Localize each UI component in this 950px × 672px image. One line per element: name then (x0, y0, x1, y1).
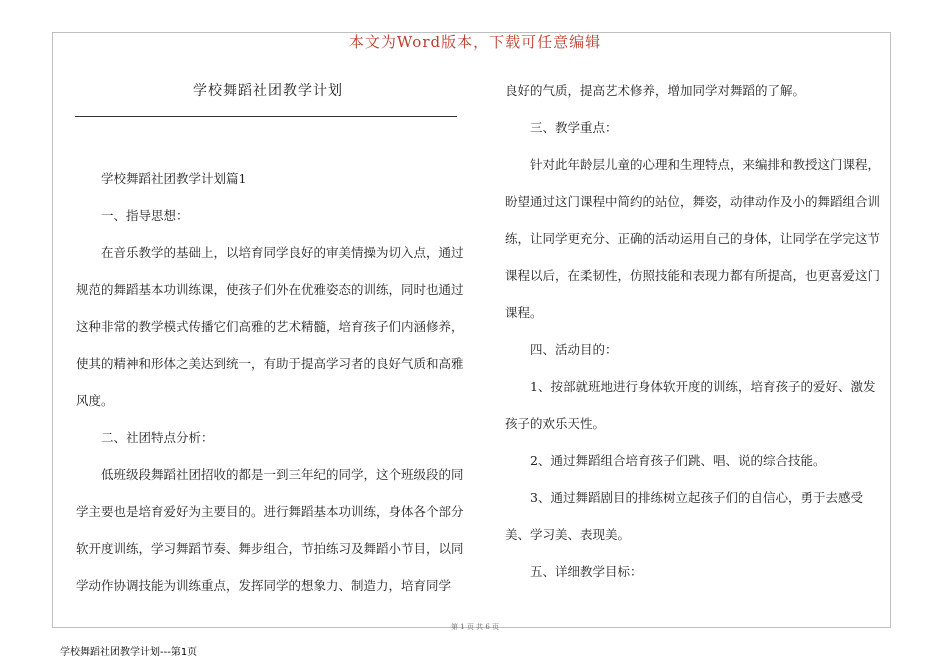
left-column (76, 160, 474, 604)
list-item: 2、通过舞蹈组合培育孩子们跳、唱、说的综合技能。 (530, 453, 826, 468)
heading-club-analysis: 二、社团特点分析： (101, 430, 214, 445)
heading-guiding-thought: 一、指导思想： (101, 208, 189, 223)
paragraph: 低班级段舞蹈社团招收的都是一到三年纪的同学，这个班级段的同学主要也是培育爱好为主要目的。进行舞蹈基本功训练，身体各个部分软开度训练，学习舞蹈节奏、舞步组合，节拍练习及舞蹈小节目，以同学动作协调技能为训练重点，发挥同学的想象力、制造力，培育同学 (76, 467, 464, 593)
heading-activity-goals: 四、活动目的： (530, 342, 618, 357)
document-title: 学校舞蹈社团教学计划 (193, 83, 343, 99)
section-heading: 学校舞蹈社团教学计划篇1 (101, 171, 247, 186)
list-item: 3、通过舞蹈剧目的排练树立起孩子们的自信心，勇于去感受美、学习美、表现美。 (505, 490, 863, 542)
heading-teaching-focus: 三、教学重点： (530, 120, 618, 135)
page-footer: 学校舞蹈社团教学计划---第1页 (60, 647, 198, 658)
paragraph: 在音乐教学的基础上，以培育同学良好的审美情操为切入点，通过规范的舞蹈基本功训练课，使孩子们外在优雅姿态的训练，同时也通过这种非常的教学模式传播它们高雅的艺术精髓，培育孩子们内涵修养，使其的精神和形体之美达到统一，有助于提高学习者的良好气质和高雅风度。 (76, 245, 464, 408)
right-column (505, 72, 887, 590)
paragraph-continued: 良好的气质，提高艺术修养，增加同学对舞蹈的了解。 (505, 83, 806, 98)
page-indicator: 第 1 页 共 6 页 (450, 623, 500, 631)
heading-detailed-goals: 五、详细教学目标： (530, 564, 643, 579)
paragraph: 针对此年龄层儿童的心理和生理特点，来编排和教授这门课程，盼望通过这门课程中简约的站位，舞姿，动律动作及小的舞蹈组合训练，让同学更充分、正确的活动运用自己的身体，让同学在学完这节课程以后，在柔韧性，仿照技能和表现力都有所提高，也更喜爱这门课程。 (505, 157, 881, 320)
title-underline (75, 116, 457, 117)
watermark-header: 本文为Word版本，下载可任意编辑 (348, 33, 602, 51)
list-item: 1、按部就班地进行身体软开度的训练，培育孩子的爱好、激发孩子的欢乐天性。 (505, 379, 876, 431)
